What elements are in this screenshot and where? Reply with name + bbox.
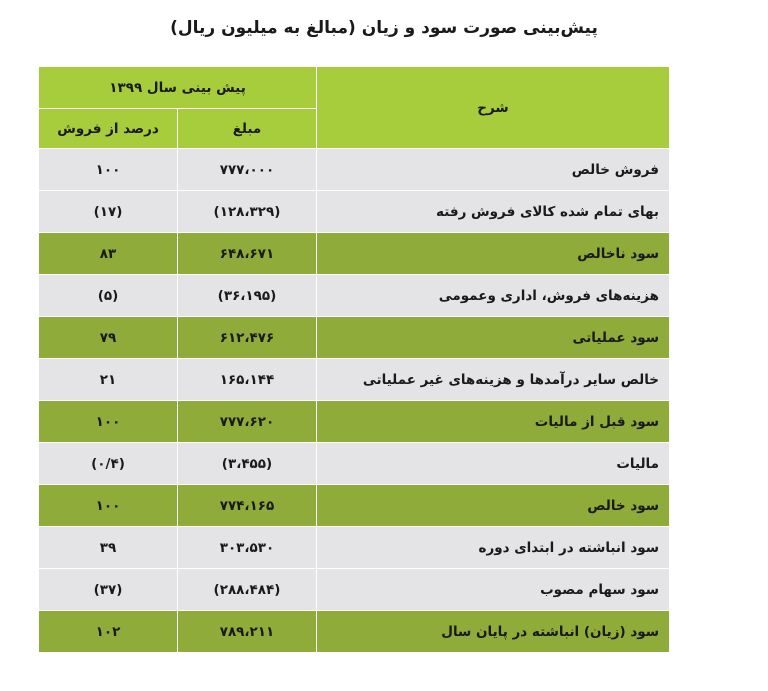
row-label: سود ناخالص (317, 233, 670, 275)
table-row (39, 233, 670, 275)
row-label: سود (زیان) انباشته در پایان سال (317, 611, 670, 653)
row-percent: (۰/۴) (39, 443, 178, 485)
header-amount: مبلغ (178, 109, 317, 149)
table-row (39, 527, 670, 569)
row-percent: (۱۷) (39, 191, 178, 233)
page-title: پیش‌بینی صورت سود و زیان (مبالغ به میلیون ریال) (170, 18, 598, 38)
row-percent: ۱۰۰ (39, 149, 178, 191)
table-row (39, 275, 670, 317)
table-row (39, 359, 670, 401)
table-row (39, 317, 670, 359)
row-amount: ۷۷۷،۰۰۰ (178, 149, 317, 191)
row-amount: (۳۶،۱۹۵) (178, 275, 317, 317)
row-amount: (۱۲۸،۳۲۹) (178, 191, 317, 233)
table-row (39, 611, 670, 653)
row-label: فروش خالص (317, 149, 670, 191)
table-row (39, 149, 670, 191)
row-amount: (۳،۴۵۵) (178, 443, 317, 485)
row-label: مالیات (317, 443, 670, 485)
row-amount: ۷۷۴،۱۶۵ (178, 485, 317, 527)
header-forecast-group: پیش بینی سال ۱۳۹۹ (39, 67, 317, 109)
row-percent: ۳۹ (39, 527, 178, 569)
row-amount: (۲۸۸،۴۸۴) (178, 569, 317, 611)
row-percent: ۱۰۰ (39, 485, 178, 527)
row-percent: ۱۰۰ (39, 401, 178, 443)
row-amount: ۷۸۹،۲۱۱ (178, 611, 317, 653)
row-label: سود قبل از مالیات (317, 401, 670, 443)
profit-loss-table (38, 66, 670, 653)
row-amount: ۱۶۵،۱۴۴ (178, 359, 317, 401)
row-percent: (۵) (39, 275, 178, 317)
row-label: سود انباشته در ابتدای دوره (317, 527, 670, 569)
row-amount: ۳۰۳،۵۳۰ (178, 527, 317, 569)
row-percent: ۱۰۲ (39, 611, 178, 653)
table-row (39, 443, 670, 485)
row-label: بهای تمام شده کالای فروش رفته (317, 191, 670, 233)
row-label: سود سهام مصوب (317, 569, 670, 611)
row-percent: ۷۹ (39, 317, 178, 359)
row-label: سود خالص (317, 485, 670, 527)
row-percent: ۲۱ (39, 359, 178, 401)
table-row (39, 569, 670, 611)
row-label: هزینه‌های فروش، اداری وعمومی (317, 275, 670, 317)
row-percent: ۸۳ (39, 233, 178, 275)
row-amount: ۶۱۲،۴۷۶ (178, 317, 317, 359)
table-row (39, 191, 670, 233)
row-percent: (۳۷) (39, 569, 178, 611)
header-percent-of-sales: درصد از فروش (39, 109, 178, 149)
table-row (39, 401, 670, 443)
row-amount: ۶۴۸،۶۷۱ (178, 233, 317, 275)
table-row (39, 485, 670, 527)
row-label: خالص سایر درآمدها و هزینه‌های غیر عملیاتی (317, 359, 670, 401)
row-label: سود عملیاتی (317, 317, 670, 359)
row-amount: ۷۷۷،۶۲۰ (178, 401, 317, 443)
header-description: شرح (317, 67, 670, 149)
